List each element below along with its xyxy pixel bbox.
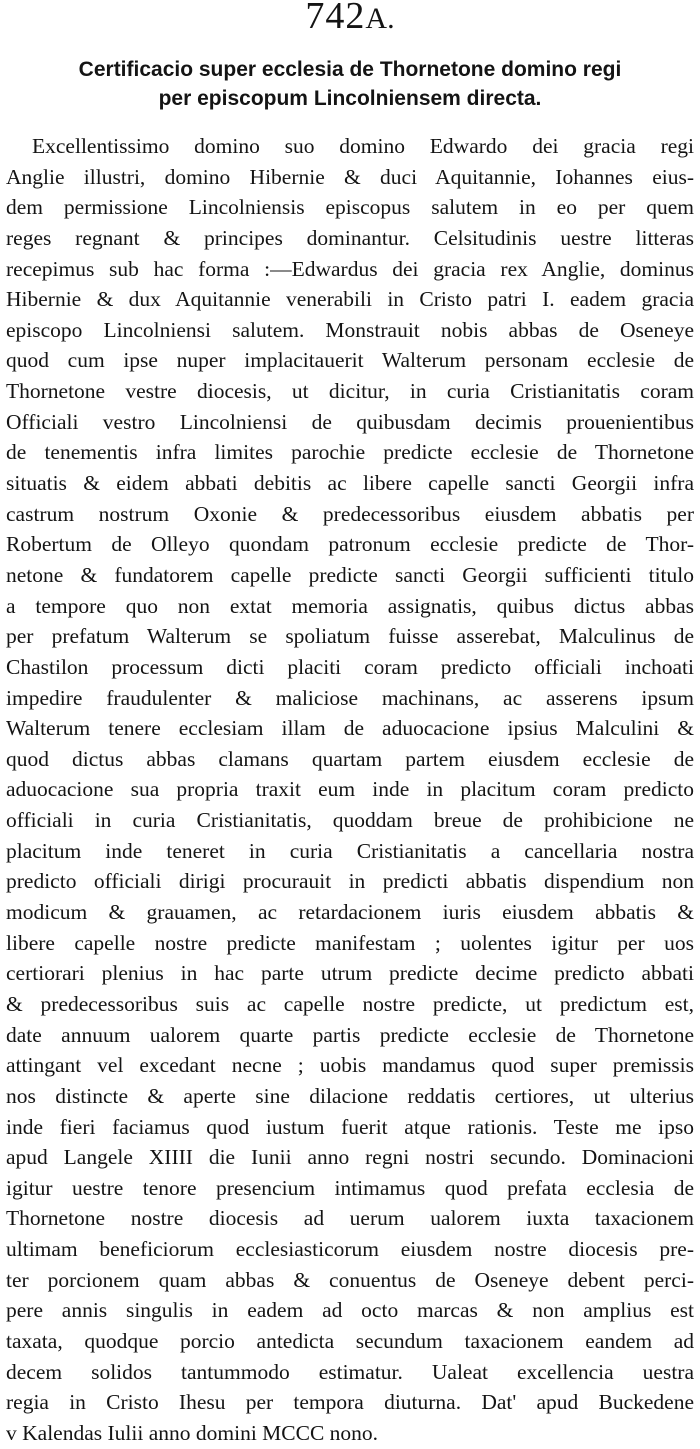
body-line: castrum nostrum Oxonie & predecessoribus eiusdem abbatis per [6,501,694,526]
body-line: date annuum ualorem quarte partis predicte ecclesie de Thornetone [6,1022,694,1047]
document-number [0,0,700,41]
body-line: officiali in curia Cristianitatis, quoddam breue de prohibicione ne [6,808,694,833]
document-heading-line-2: per episcopum Lincolniensem directa. [158,87,542,110]
body-line: igitur uestre tenore presencium intimamus quod prefata ecclesia de [6,1175,694,1200]
document-heading-line-1: Certificacio super ecclesia de Thornetone domino regi [78,58,622,81]
body-line: inde fieri faciamus quod iustum fuerit atque rationis. Teste me ipso [6,1114,694,1139]
body-line: Excellentissimo domino suo domino Edwardo dei gracia regi [32,134,694,158]
body-line: placitum inde teneret in curia Cristianitatis a cancellaria nostra [6,838,694,863]
body-line: attingant vel excedant necne ; uobis mandamus quod super premissis [6,1053,694,1078]
body-line: episcopo Lincolniensi salutem. Monstrauit nobis abbas de Oseneye [6,317,694,342]
body-line: regia in Cristo Ihesu per tempora diuturna. Dat' apud Buckedene [6,1390,694,1415]
body-line: Officiali vestro Lincolniensi de quibusdam decimis prouenientibus [6,409,694,434]
body-line-last: v Kalendas Iulii anno domini MCCC nono. [6,1420,379,1445]
body-line: Thornetone nostre diocesis ad uerum ualorem iuxta taxacionem [6,1206,694,1231]
body-line: recepimus sub hac forma :—Edwardus dei gracia rex Anglie, dominus [6,256,694,281]
body-line: quod cum ipse nuper implacitauerit Walterum personam ecclesie de [6,348,694,373]
document-number-value: 742 [305,0,366,37]
body-line: taxata, quodque porcio antedicta secundum taxacionem eandem ad [6,1328,694,1353]
body-line: netone & fundatorem capelle predicte sancti Georgii sufficienti titulo [6,562,694,587]
body-line: apud Langele XIIII die Iunii anno regni nostri secundo. Dominacioni [6,1145,694,1170]
document-number-suffix: A. [365,2,395,35]
body-line: per prefatum Walterum se spoliatum fuisse asserebat, Malculinus de [6,624,694,649]
body-line: de tenementis infra limites parochie predicte ecclesie de Thornetone [6,440,694,465]
body-line: a tempore quo non extat memoria assignatis, quibus dictus abbas [6,593,694,618]
body-line: Thornetone vestre diocesis, ut dicitur, in curia Cristianitatis coram [6,379,694,404]
body-line: Walterum tenere ecclesiam illam de aduocacione ipsius Malculini & [6,716,694,741]
body-line: ultimam beneficiorum ecclesiasticorum eiusdem nostre diocesis pre- [6,1237,694,1262]
body-line: quod dictus abbas clamans quartam partem eiusdem ecclesie de [6,746,694,771]
body-line: impedire fraudulenter & maliciose machinans, ac asserens ipsum [6,685,694,710]
body-line: ter porcionem quam abbas & conuentus de Oseneye debent perci- [6,1267,694,1292]
body-line: Chastilon processum dicti placiti coram predicto officiali inchoati [6,654,694,679]
body-line: dem permissione Lincolniensis episcopus salutem in eo per quem [6,195,694,220]
body-line: & predecessoribus suis ac capelle nostre predicte, ut predictum est, [6,991,694,1016]
body-line: certiorari plenius in hac parte utrum predicte decime predicto abbati [6,961,694,986]
body-line: aduocacione sua propria traxit eum inde in placitum coram predicto [6,777,694,802]
body-line: decem solidos tantummodo estimatur. Ualeat excellencia uestra [6,1359,694,1384]
body-line: libere capelle nostre predicte manifestam ; uolentes igitur per uos [6,930,694,955]
body-line: Anglie illustri, domino Hibernie & duci Aquitannie, Iohannes eius- [6,164,694,189]
body-line: pere annis singulis in eadem ad octo marcas & non amplius est [6,1298,694,1323]
document-body [6,131,694,1449]
body-line: reges regnant & principes dominantur. Celsitudinis uestre litteras [6,225,694,250]
body-line: predicto officiali dirigi procurauit in predicti abbatis dispendium non [6,869,694,894]
body-line: situatis & eidem abbati debitis ac libere capelle sancti Georgii infra [6,471,694,496]
body-line: Robertum de Olleyo quondam patronum ecclesie predicte de Thor- [6,532,694,557]
body-line: modicum & grauamen, ac retardacionem iuris eiusdem abbatis & [6,900,694,925]
body-line: Hibernie & dux Aquitannie venerabili in Cristo patri I. eadem gracia [6,287,694,312]
body-line: nos distincte & aperte sine dilacione reddatis certiores, ut ulterius [6,1083,694,1108]
